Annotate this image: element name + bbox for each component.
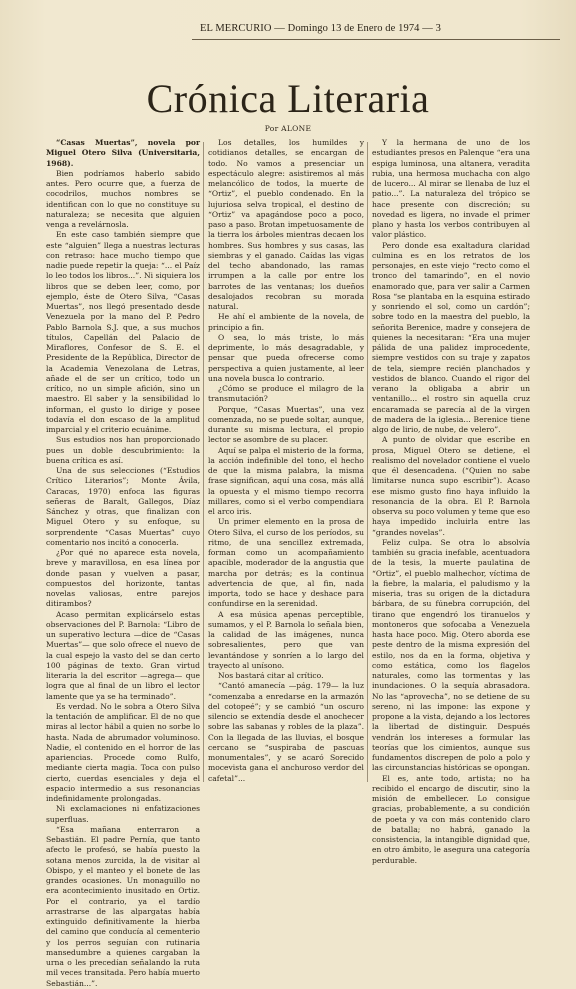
article-paragraph: Nos bastará citar al crítico. bbox=[218, 671, 324, 680]
article-column-1 bbox=[46, 138, 200, 988]
article-paragraph: Feliz culpa. Se otra lo absolvía también su gracia inefable, acentuadora de la tesis, la muerte paulatina de “Ortiz”, el pueblo malhechor, víctima de la fiebre, la malaria, el paludismo y la miseria, tras su origen de la dictadura bárbara, de su fúnebra corrupción, del tirano que engendró los tiranuelos y montoneros que sofocaba a Venezuela hasta hace poco. Mig. Otero aborda ese peste dentro de la misma expresión del estilo, nos da en la forma, objetiva y como estática, como los flagelos naturales, como las tormentas y las inundaciones. O la sequía abrasadora. No las “aprovecha”, no se detiene de su sereno, ni las impone: las expone y propone a la vista, dejando a los lectores la libertad de distinguir. Después vendrán los intereses a formular las teorías que los cimientos, aunque sus fundamentos discrepen de polo a polo y las circunstancias históricas se opongan. bbox=[372, 537, 530, 773]
article-paragraph: En este caso también siempre que este “alguien” llega a nuestras lecturas con retraso: hace mucho tiempo que nadie puede repetir la queja: “... el Paíz lo leo todos los libros...”. Ni siquiera los libros que se deben leer, como, por ejemplo, éste de Otero Silva, “Casas Muertas”, nos llegó presentado desde Venezuela por la mano del P. Pedro Pablo Barnola S.J. que, a sus muchos títulos, Capellán del Palacio de Miraflores, Confesor de S. E. el Presidente de la República, Director de la Academia Venezolana de Letras, añade el de ser un crítico, todo un crítico, no un simple afición, sino un maestro. El saber y la sensibilidad lo informan, el gusto lo dirige y posee todavía el don escaso de la amplitud imparcial y el criterio ecuánime. bbox=[46, 230, 200, 434]
article-paragraph: Y la hermana de uno de los estudiantes presos en Palenque “era una espiga luminosa, una altanera, veradita rubia, una hermosa muchacha con algo de lucero... Al mirar se llenaba de luz el patio...”. La naturaleza del trópico se hace presente con discreción; su novedad es ligera, no invade el primer plano y hasta los verbos contribuyen al valor plástico. bbox=[372, 138, 530, 240]
article-paragraph: ¿Por qué no aparece esta novela, breve y maravillosa, en esa línea por donde pasan y vuelven a pasar, compuestos del horizonte, tantas novelas valiosas, entre parejos ditirambos? bbox=[46, 548, 200, 609]
article-paragraph: Un primer elemento en la prosa de Otero Silva, el curso de los períodos, su ritmo, de una sencillez extremada, forman como un acompañamiento apacible, moderador de la angustia que marcha por detrás; es la continua advertencia de que, al fin, nada importa, todo se hace y deshace para confundirse en la serenidad. bbox=[208, 517, 364, 609]
article-paragraph: Una de sus selecciones (“Estudios Crítico Literarios”; Monte Ávila, Caracas, 1970) enfoca las figuras señeras de Baralt, Gallegos, Díaz Sánchez y otras, que finalizan con Miguel Otero y su enfoque, su sorprendente “Casas Muertas” cuyo comentario nos incitó a conocerla. bbox=[46, 466, 200, 547]
article-paragraph: El es, ante todo, artista; no ha recibido el encargo de discutir, sino la misión de embellecer. Lo consigue gracias, probablemente, a su condición de poeta y va con más contenido claro de batalla; no habrá, ganado la consistencia, la intangible dignidad que, en otro ámbito, le asegura una categoría perdurable. bbox=[372, 773, 530, 865]
article-byline: Por ALONE bbox=[264, 124, 312, 133]
article-title: Crónica Literaria bbox=[146, 76, 430, 121]
header-text: EL MERCURIO — Domingo 13 de Enero de 1974 — 3 bbox=[200, 23, 441, 34]
article-paragraph: Acaso permitan explicárselo estas observaciones del P. Barnola: “Libro de un superativo lectura —dice de “Casas Muertas”— que solo ofrece el nuevo de la cual espejo la vasto del se dan certo 100 páginas de texto. Gran virtud literaria la del escritor —agrega— que logra que al final de un libro el lector lamente que ya se ha terminado”. bbox=[46, 609, 200, 701]
article-column-2 bbox=[208, 138, 364, 788]
article-paragraph: A punto de olvidar que escribe en prosa, Miguel Otero se detiene, el realismo del novelador contiene el vuelo que él desencadena. (“Quien no sabe limitarse nunca supo escribir”). Acaso ese mismo gusto fino haya influido la resonancia de la obra. El P. Barnola observa su poco volumen y teme que eso haya impedido incluirla entre las “grandes novelas”. bbox=[372, 435, 530, 537]
article-paragraph: Pero donde esa exaltadura claridad culmina es en los retratos de los personajes, en este viejo “recto como el tronco del tamarindo”, en el novio enamorado que, para ver salir a Carmen Rosa “se plantaba en la esquina estirado y sonriendo el sol, como un cardón”; sobre todo en la maestra del pueblo, la señorita Berenice, madre y consejera de quienes la necesitaran: “Era una mujer pálida de una palidez improcedente, siempre vestidos con su traje y zapatos de tela, siempre recién planchados y vestidos de blanco. Cuando el rigor del verano la obligaba a abrir un ventanillo... el rostro sin aquella cruz encaramada se parecía al de la virgen de madera de la iglesia... Berenice tiene algo de lirio, de nube, de velero”. bbox=[372, 240, 530, 434]
header-rule bbox=[192, 39, 560, 40]
article-paragraph: Bien podríamos haberlo sabido antes. Pero ocurre que, a fuerza de cocodrilos, muchos nombres se identifican con lo que no constituye su naturaleza; se necesita que alguien venga a revelárnosla. bbox=[46, 168, 200, 229]
column-divider bbox=[367, 142, 368, 782]
article-paragraph: A esa música apenas perceptible, sumamos, y el P. Barnola lo señala bien, la calidad de las imágenes, nunca sobresalientes, pero que van levantándose y sonríen a lo largo del trayecto al unísono. bbox=[208, 609, 364, 670]
article-paragraph: ¿Cómo se produce el milagro de la transmutación? bbox=[208, 384, 364, 404]
article-paragraph: Es verdad. No le sobra a Otero Silva la tentación de amplificar. El de no que miras al lector hábil a quien no sorbe lo hasta. Nada de abrumador voluminoso. Nadie, el contenido en el horror de las apariencias. Procede como Rulfo, mediante cierta magia. Toca con pulso cierto, cuerdas esenciales y deja el espacio intermedio a sus resonancias indefinidamente prolongadas. bbox=[46, 701, 200, 803]
article-paragraph: “Cantó amanecía —pág. 179— la luz “comenzaba a enredarse en la armazón del cotopeé”; y se cambió “un oscuro silencio se extendía desde el anochecer sobre las sabanas y robles de la plaza”. Con la llegada de las lluvias, el bosque cercano se “suspiraba de pascuas monumentales”, y se acaró Sorecido mocevista gana el anchuroso verdor del cafetal”... bbox=[208, 681, 364, 783]
column-divider bbox=[203, 142, 204, 782]
article-paragraph: He ahí el ambiente de la novela, de principio a fin. bbox=[208, 312, 364, 332]
article-paragraph: Ni exclamaciones ni enfatizaciones superfluas. bbox=[46, 804, 200, 824]
article-column-3 bbox=[372, 138, 530, 865]
article-paragraph: Sus estudios nos han proporcionado pues un doble descubrimiento: la buena crítica es así. bbox=[46, 435, 200, 465]
article-paragraph: “Casas Muertas”, novela por Miguel Otero Silva (Universitaria, 1968). bbox=[46, 138, 200, 168]
article-paragraph: Los detalles, los humildes y cotidianos detalles, se encargan de todo. No vamos a presenciar un espectáculo alegre: asistiremos al más melancólico de todos, la muerte de “Ortiz”, el pueblo condenado. En la lujuriosa selva tropical, el destino de “Ortiz” va apagándose poco a poco, paso a paso. Brotan impetuosamente de la tierra los árboles mientras decaen los hombres. Sus hombres y sus casas, las siembras y el ganado. Caídas las vigas del techo abandonado, las ramas irrumpen a la calle por entre los barrotes de las ventanas; los dueños desalojados recobran su morada natural. bbox=[208, 138, 364, 311]
article-paragraph: “Esa mañana enterraron a Sebastián. El padre Pernía, que tanto afecto le profesó, se había puesto la sotana menos zurcida, la de visitar al Obispo, y el manteo y el bonete de las grandes ocasiones. Un monaguillo no era acontecimiento inusitado en Ortiz. Por el contrario, ya el tardío arrastrarse de las alpargatas había extinguido definitivamente la hierba del camino que conducía al cementerio y los perros seguían con rutinaria mansedumbre a quienes cargaban la urna o les precedían señalando la ruta mil veces transitada. Pero había muerto Sebastián...”. bbox=[46, 824, 200, 988]
page-header bbox=[200, 23, 560, 37]
article-paragraph: Porque, “Casas Muertas”, una vez comenzada, no se puede soltar, aunque, durante su misma lectura, el propio lector se asombre de su placer. bbox=[208, 404, 364, 445]
article-paragraph: O sea, lo más triste, lo más deprimente, lo más desagradable, y pensar que pueda ofrecerse como perspectiva a quien justamente, al leer una novela busca lo contrario. bbox=[208, 332, 364, 383]
article-paragraph: Aquí se palpa el misterio de la forma, la acción indefinible del tono, el hecho de que la misma palabra, la misma frase significan, aquí una cosa, más allá la opuesta y el mismo tiempo recorra millares, como si el verbo compendiara el arco iris. bbox=[208, 445, 364, 516]
